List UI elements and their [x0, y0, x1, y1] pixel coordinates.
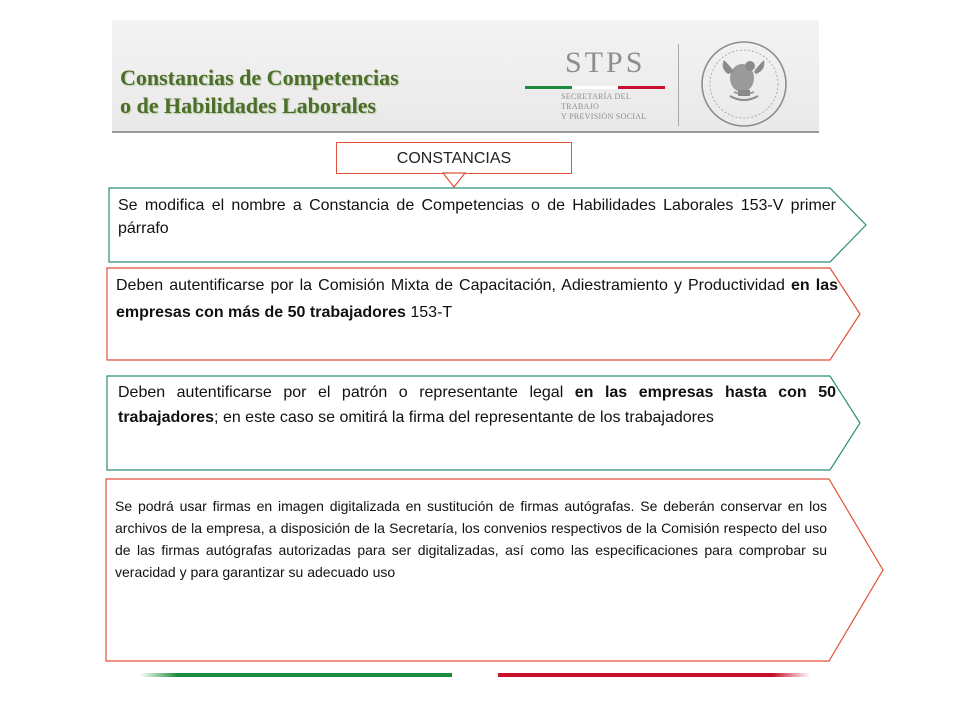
- mexico-coat-of-arms-icon: [698, 38, 790, 130]
- page-title-line1: Constancias de Competencias: [120, 65, 399, 90]
- info-box-text: [116, 272, 838, 326]
- text-regular: 153-T: [405, 304, 453, 321]
- stps-flag-bars: [525, 86, 665, 89]
- footer-stripe-green: [140, 673, 452, 677]
- info-box-text: Se podrá usar firmas en imagen digitalizada en sustitución de firmas autógrafas. Se deberán conservar en los archivos de la empresa, a disposición de la Secretaría, los convenios respectivos de la Comisión respecto del uso de las firmas autógrafas autorizadas para ser digitalizadas, así como las especificaciones para comprobar su veracidad y para garantizar su adecuado uso: [115, 498, 827, 580]
- header-banner: [112, 20, 819, 133]
- stps-logo: [525, 46, 665, 126]
- stps-subtitle-line2: Y PREVISIÓN SOCIAL: [561, 112, 647, 121]
- info-box-text: [118, 380, 836, 430]
- constancias-tag: CONSTANCIAS: [336, 142, 572, 174]
- stps-acronym: STPS: [565, 46, 646, 79]
- text-bold: en las empresas con más de 50 trabajadores: [116, 277, 838, 321]
- text-regular: Deben autentificarse por la Comisión Mixta de Capacitación, Adiestramiento y Productividad: [116, 277, 792, 294]
- text-regular: Deben autentificarse por el patrón o representante legal: [118, 384, 575, 401]
- info-box-name-change: [108, 187, 868, 263]
- info-box-small-companies: [106, 375, 862, 471]
- down-arrow-icon: [439, 172, 469, 188]
- info-box-text: Se modifica el nombre a Constancia de Competencias o de Habilidades Laborales 153-V primer párrafo: [118, 197, 836, 237]
- page-title: [120, 64, 399, 120]
- stps-subtitle-line1: SECRETARÍA DEL TRABAJO: [561, 92, 631, 111]
- stps-subtitle: [561, 92, 665, 122]
- footer-stripe-red: [498, 673, 810, 677]
- info-box-digital-signatures: [105, 478, 885, 662]
- text-regular: ; en este caso se omitirá la firma del representante de los trabajadores: [214, 409, 714, 426]
- info-box-large-companies: [106, 267, 862, 361]
- text-bold: en las empresas hasta con 50 trabajadores: [118, 384, 836, 426]
- page-title-line2: o de Habilidades Laborales: [120, 93, 377, 118]
- logo-divider: [678, 44, 679, 126]
